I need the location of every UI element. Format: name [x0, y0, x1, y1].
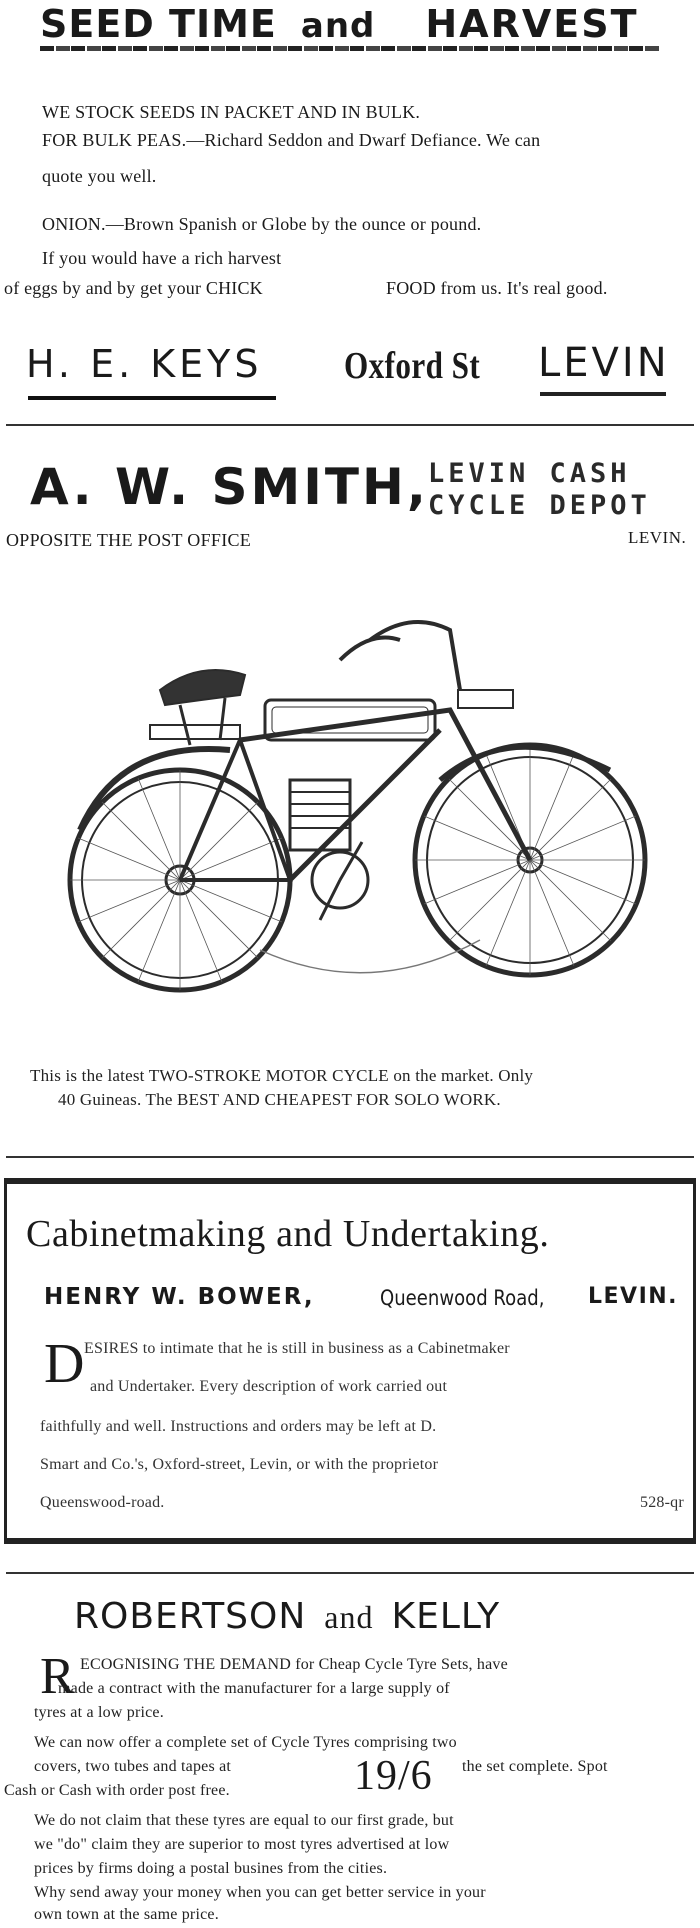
cabinet-line-2: and Undertaker. Every description of work carried out	[90, 1378, 448, 1395]
tyres-line-9: prices by firms doing a postal busines from the cities.	[34, 1860, 388, 1877]
cycle-caption-1: This is the latest TWO-STROKE MOTOR CYCLE on the market. Only	[30, 1066, 534, 1085]
seed-line-1: WE STOCK SEEDS IN PACKET AND IN BULK.	[42, 102, 421, 122]
seed-line-6a: of eggs by and by get your CHICK	[4, 278, 263, 298]
seed-line-4: ONION.—Brown Spanish or Globe by the ounce or pound.	[42, 214, 482, 234]
cabinet-line-1: ESIRES to intimate that he is still in business as a Cabinetmaker	[84, 1340, 510, 1357]
seed-line-6b: FOOD from us. It's real good.	[386, 278, 608, 298]
merchant-street: Oxford St	[344, 345, 481, 387]
firm-name-1: ROBERTSON	[74, 1596, 307, 1637]
title-underline-rule	[40, 46, 660, 51]
tyres-line-6: Cash or Cash with order post free.	[4, 1782, 230, 1799]
merchant-name: H. E. KEYS	[26, 342, 263, 386]
cabinet-proprietor: HENRY W. BOWER,	[44, 1284, 315, 1310]
tyres-line-8: we "do" claim they are superior to most tyres advertised at low	[34, 1836, 450, 1853]
divider-rule	[6, 1572, 694, 1574]
cabinet-title: Cabinetmaking and Undertaking.	[26, 1213, 550, 1255]
tyres-line-10: Why send away your money when you can get better service in your	[34, 1884, 486, 1901]
cabinet-drop-cap: D	[44, 1333, 85, 1395]
ad-seed-title	[40, 2, 639, 46]
divider-rule	[6, 1156, 694, 1158]
opposite-post-office: OPPOSITE THE POST OFFICE	[6, 530, 252, 550]
cycle-dealer-name: A. W. SMITH,	[30, 458, 429, 516]
depot-line-1: LEVIN CASH	[428, 458, 631, 489]
title-harvest: HARVEST	[425, 2, 639, 46]
cabinet-line-3: faithfully and well. Instructions and orders may be left at D.	[40, 1418, 437, 1435]
tyres-line-5b: the set complete. Spot	[462, 1758, 608, 1775]
cycle-town: LEVIN.	[628, 528, 687, 547]
tyres-price: 19/6	[354, 1753, 433, 1799]
tyres-line-1: ECOGNISING THE DEMAND for Cheap Cycle Tyre Sets, have	[80, 1656, 508, 1673]
firm-and: and	[324, 1599, 374, 1635]
tyres-line-11: own town at the same price.	[34, 1906, 219, 1923]
tyres-line-5a: covers, two tubes and tapes at	[34, 1758, 232, 1775]
cabinet-road: Queenwood Road,	[380, 1286, 545, 1310]
cabinet-ref: 528-qr	[640, 1494, 684, 1511]
motorcycle-illustration	[40, 580, 660, 1050]
tyres-line-3: tyres at a low price.	[34, 1704, 164, 1721]
cycle-caption-2: 40 Guineas. The BEST AND CHEAPEST FOR SOLO WORK.	[58, 1090, 501, 1109]
depot-line-2: CYCLE DEPOT	[428, 490, 651, 521]
tyres-drop-cap: R	[40, 1648, 75, 1705]
merchant-underline	[28, 396, 276, 400]
tyres-line-4: We can now offer a complete set of Cycle Tyres comprising two	[34, 1734, 457, 1751]
tyres-line-7: We do not claim that these tyres are equal to our first grade, but	[34, 1812, 454, 1829]
title-seed-time: SEED TIME	[40, 2, 277, 46]
title-and: and	[300, 6, 376, 46]
merchant-town: LEVIN	[538, 340, 670, 386]
seed-line-3: quote you well.	[42, 166, 157, 186]
cabinet-town: LEVIN.	[588, 1284, 679, 1309]
firm-name-2: KELLY	[391, 1596, 501, 1637]
tyres-firm-name	[74, 1596, 500, 1637]
town-underline	[540, 392, 666, 396]
cabinet-line-5: Queenswood-road.	[40, 1494, 165, 1511]
divider-rule	[6, 424, 694, 426]
cabinet-line-4: Smart and Co.'s, Oxford-street, Levin, or with the proprietor	[40, 1456, 439, 1473]
tyres-line-2: made a contract with the manufacturer for a large supply of	[58, 1680, 450, 1697]
seed-line-2: FOR BULK PEAS.—Richard Seddon and Dwarf Defiance. We can	[42, 130, 541, 150]
seed-line-5: If you would have a rich harvest	[42, 248, 282, 268]
